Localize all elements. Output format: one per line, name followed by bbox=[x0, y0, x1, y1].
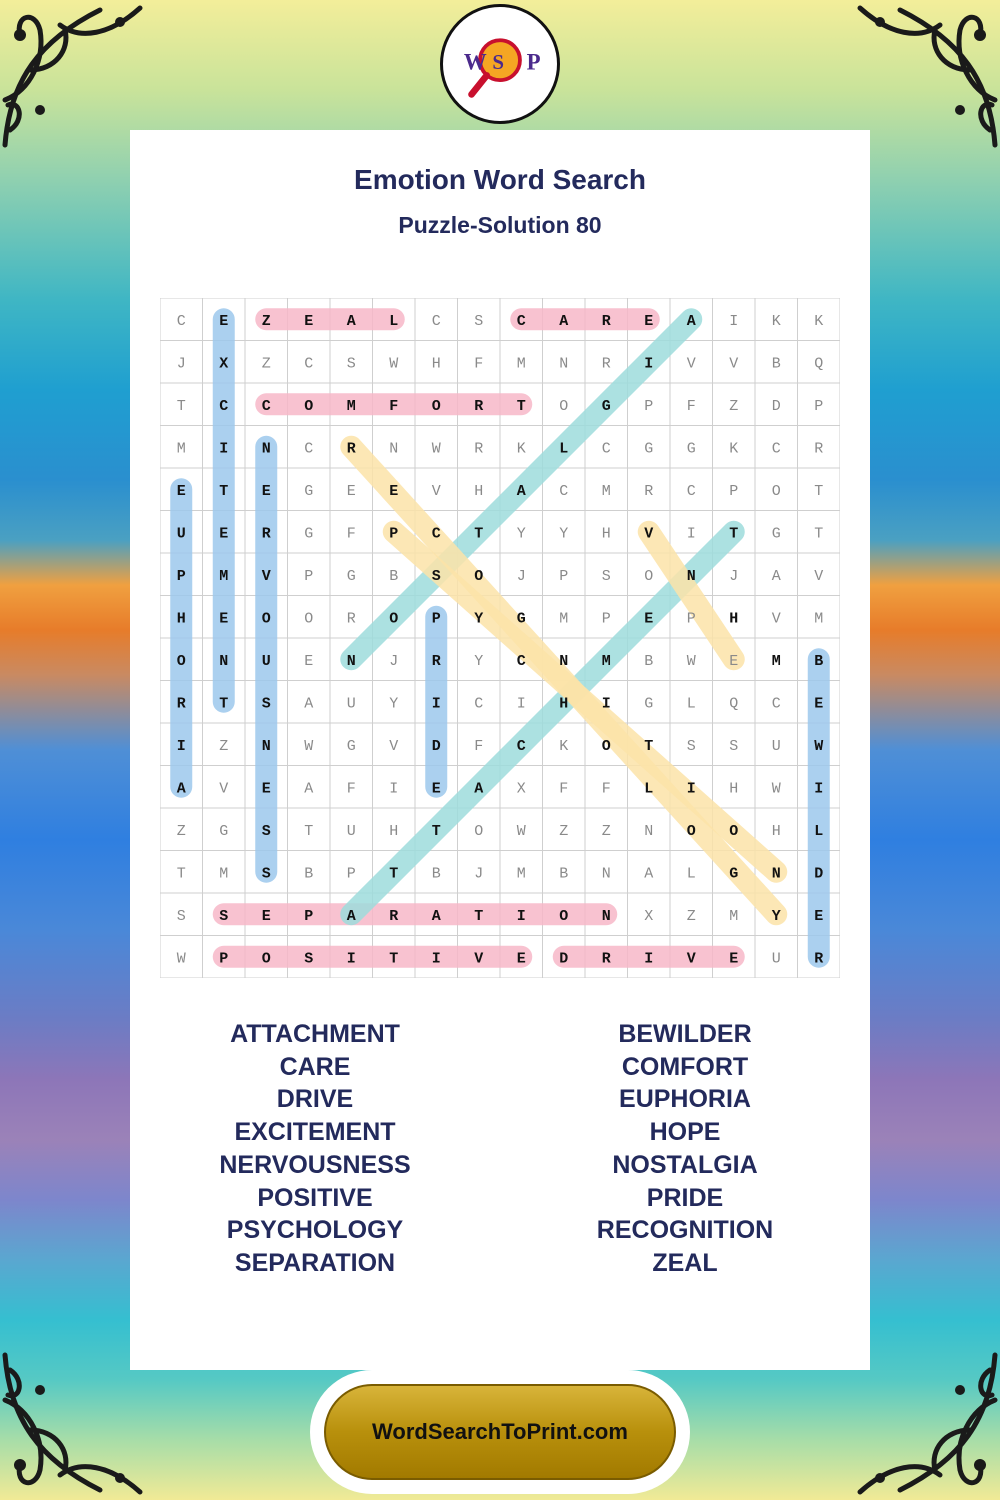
grid-cell: Y bbox=[516, 525, 526, 543]
grid-cell: I bbox=[431, 695, 441, 713]
grid-cell: O bbox=[601, 737, 611, 755]
grid-cell: C bbox=[219, 397, 229, 415]
page-subtitle: Puzzle-Solution 80 bbox=[398, 212, 602, 238]
grid-cell: N bbox=[771, 865, 781, 883]
grid-cell: I bbox=[516, 907, 526, 925]
grid-cell: T bbox=[644, 737, 654, 755]
word-list-item: SEPARATION bbox=[234, 1248, 396, 1277]
grid-cell: R bbox=[601, 312, 611, 330]
grid-cell: C bbox=[431, 312, 441, 330]
grid-cell: S bbox=[686, 737, 696, 755]
grid-cell: M bbox=[601, 652, 611, 670]
grid-cell: V bbox=[431, 482, 441, 500]
grid-cell: U bbox=[176, 525, 186, 543]
grid-cell: A bbox=[304, 780, 314, 798]
grid-cell: I bbox=[346, 950, 356, 968]
grid-cell: O bbox=[559, 907, 569, 925]
grid-cell: T bbox=[304, 822, 314, 840]
grid-cell: M bbox=[516, 865, 526, 883]
grid-cell: A bbox=[559, 312, 569, 330]
grid-cell: B bbox=[431, 865, 441, 883]
grid-cell: R bbox=[814, 440, 824, 458]
grid-cell: V bbox=[261, 567, 271, 585]
grid-cell: R bbox=[601, 950, 611, 968]
grid-cell: E bbox=[261, 482, 271, 500]
word-list-item: NOSTALGIA bbox=[612, 1150, 758, 1179]
grid-cell: S bbox=[261, 865, 271, 883]
grid-cell: H bbox=[729, 780, 739, 798]
corner-ornament-bottom-right bbox=[850, 1350, 1000, 1500]
grid-cell: T bbox=[389, 950, 399, 968]
word-list-item: COMFORT bbox=[621, 1052, 749, 1081]
grid-cell: G bbox=[516, 610, 526, 628]
grid-cell: E bbox=[814, 695, 824, 713]
grid-cell: B bbox=[389, 567, 399, 585]
word-list-item: HOPE bbox=[649, 1118, 721, 1147]
grid-cell: K bbox=[729, 440, 739, 458]
grid-cell: E bbox=[431, 780, 441, 798]
wsp-logo bbox=[440, 4, 560, 124]
grid-cell: M bbox=[729, 907, 739, 925]
grid-cell: O bbox=[474, 822, 484, 840]
grid-cell: B bbox=[304, 865, 314, 883]
grid-cell: K bbox=[771, 312, 781, 330]
page-title: Emotion Word Search bbox=[354, 164, 646, 195]
grid-cell: E bbox=[644, 312, 654, 330]
grid-cell: Z bbox=[261, 312, 271, 330]
grid-cell: M bbox=[559, 610, 569, 628]
grid-cell: M bbox=[814, 610, 824, 628]
grid-cell: G bbox=[644, 695, 654, 713]
grid-cell: S bbox=[601, 567, 611, 585]
grid-cell: V bbox=[814, 567, 824, 585]
corner-ornament-bottom-left bbox=[0, 1350, 150, 1500]
grid-cell: I bbox=[601, 695, 611, 713]
grid-cell: I bbox=[219, 440, 229, 458]
grid-cell: E bbox=[389, 482, 399, 500]
grid-cell: N bbox=[559, 355, 569, 373]
grid-cell: P bbox=[431, 610, 441, 628]
grid-cell: T bbox=[176, 865, 186, 883]
grid-cell: V bbox=[686, 355, 696, 373]
grid-cell: H bbox=[389, 822, 399, 840]
grid-cell: T bbox=[389, 865, 399, 883]
grid-cell: I bbox=[644, 950, 654, 968]
grid-cell: T bbox=[219, 695, 229, 713]
grid-cell: H bbox=[601, 525, 611, 543]
word-list-item: EXCITEMENT bbox=[234, 1118, 396, 1147]
grid-cell: E bbox=[729, 950, 739, 968]
grid-cell: E bbox=[304, 652, 314, 670]
grid-cell: S bbox=[261, 695, 271, 713]
grid-cell: P bbox=[304, 567, 314, 585]
grid-cell: B bbox=[814, 652, 824, 670]
grid-cell: O bbox=[389, 610, 399, 628]
grid-cell: O bbox=[261, 950, 271, 968]
grid-cell: R bbox=[346, 440, 356, 458]
corner-ornament-top-left bbox=[0, 0, 150, 150]
grid-cell: E bbox=[346, 482, 356, 500]
grid-cell: W bbox=[389, 355, 399, 373]
grid-cell: J bbox=[474, 865, 484, 883]
grid-cell: U bbox=[771, 950, 781, 968]
grid-cell: G bbox=[346, 737, 356, 755]
grid-cell: Z bbox=[559, 822, 569, 840]
grid-cell: L bbox=[644, 780, 654, 798]
grid-cell: C bbox=[771, 695, 781, 713]
grid-cell: M bbox=[219, 567, 229, 585]
grid-cell: T bbox=[176, 397, 186, 415]
grid-cell: O bbox=[474, 567, 484, 585]
grid-cell: A bbox=[771, 567, 781, 585]
grid-cell: B bbox=[559, 865, 569, 883]
grid-cell: F bbox=[686, 397, 696, 415]
logo-letter-p: P bbox=[526, 49, 541, 75]
grid-cell: R bbox=[601, 355, 611, 373]
word-list-right bbox=[500, 1018, 870, 1280]
grid-cell: O bbox=[729, 822, 739, 840]
grid-cell: G bbox=[304, 482, 314, 500]
grid-cell: E bbox=[814, 907, 824, 925]
puzzle-card bbox=[130, 130, 870, 1370]
grid-cell: A bbox=[176, 780, 186, 798]
grid-cell: P bbox=[814, 397, 824, 415]
grid-cell: P bbox=[729, 482, 739, 500]
grid-cell: J bbox=[389, 652, 399, 670]
grid-cell: Z bbox=[219, 737, 229, 755]
grid-cell: L bbox=[686, 695, 696, 713]
grid-cell: H bbox=[431, 355, 441, 373]
grid-cell: I bbox=[176, 737, 186, 755]
grid-cell: A bbox=[516, 482, 526, 500]
grid-cell: T bbox=[431, 822, 441, 840]
grid-cell: W bbox=[686, 652, 696, 670]
word-list-item: PRIDE bbox=[646, 1183, 724, 1212]
footer-pill bbox=[310, 1370, 690, 1494]
grid-cell: F bbox=[474, 737, 484, 755]
grid-cell: M bbox=[516, 355, 526, 373]
grid-cell: Z bbox=[601, 822, 611, 840]
grid-cell: T bbox=[814, 525, 824, 543]
word-search-grid bbox=[160, 298, 840, 978]
grid-cell: C bbox=[431, 525, 441, 543]
grid-cell: V bbox=[686, 950, 696, 968]
grid-cell: E bbox=[644, 610, 654, 628]
grid-cell: I bbox=[389, 780, 399, 798]
grid-cell: E bbox=[304, 312, 314, 330]
grid-cell: O bbox=[431, 397, 441, 415]
grid-cell: Z bbox=[176, 822, 186, 840]
grid-cell: U bbox=[261, 652, 271, 670]
grid-cell: Y bbox=[474, 652, 484, 670]
grid-cell: G bbox=[346, 567, 356, 585]
grid-cell: W bbox=[431, 440, 441, 458]
grid-cell: S bbox=[431, 567, 441, 585]
grid-cell: M bbox=[771, 652, 781, 670]
grid-cell: V bbox=[474, 950, 484, 968]
grid-cell: V bbox=[729, 355, 739, 373]
grid-cell: F bbox=[474, 355, 484, 373]
word-list-item: NERVOUSNESS bbox=[219, 1150, 411, 1179]
grid-cell: P bbox=[559, 567, 569, 585]
grid-cell: E bbox=[219, 610, 229, 628]
grid-cell: S bbox=[176, 907, 186, 925]
grid-cell: T bbox=[474, 907, 484, 925]
grid-cell: D bbox=[559, 950, 569, 968]
grid-cell: N bbox=[261, 440, 271, 458]
grid-cell: Q bbox=[729, 695, 739, 713]
grid-cell: I bbox=[431, 950, 441, 968]
grid-cell: O bbox=[559, 397, 569, 415]
grid-cell: Y bbox=[771, 907, 781, 925]
grid-cell: U bbox=[771, 737, 781, 755]
grid-cell: B bbox=[644, 652, 654, 670]
grid-cell: R bbox=[474, 440, 484, 458]
grid-cell: N bbox=[389, 440, 399, 458]
grid-cell: G bbox=[771, 525, 781, 543]
grid-cell: G bbox=[686, 440, 696, 458]
grid-cell: E bbox=[261, 780, 271, 798]
grid-cell: O bbox=[176, 652, 186, 670]
word-list-item: ATTACHMENT bbox=[230, 1020, 400, 1048]
grid-cell: Y bbox=[389, 695, 399, 713]
grid-cell: H bbox=[176, 610, 186, 628]
grid-cell: S bbox=[261, 822, 271, 840]
grid-cell: E bbox=[729, 652, 739, 670]
grid-cell: W bbox=[771, 780, 781, 798]
grid-cell: K bbox=[516, 440, 526, 458]
word-list-left bbox=[130, 1018, 500, 1280]
grid-cell: V bbox=[389, 737, 399, 755]
grid-cell: E bbox=[516, 950, 526, 968]
grid-cell: S bbox=[346, 355, 356, 373]
grid-cell: H bbox=[559, 695, 569, 713]
grid-cell: I bbox=[516, 695, 526, 713]
grid-cell: E bbox=[219, 525, 229, 543]
grid-cell: G bbox=[601, 397, 611, 415]
grid-cell: J bbox=[176, 355, 186, 373]
grid-cell: W bbox=[516, 822, 526, 840]
grid-cell: L bbox=[686, 865, 696, 883]
grid-cell: W bbox=[814, 737, 824, 755]
grid-cell: G bbox=[729, 865, 739, 883]
grid-cell: H bbox=[771, 822, 781, 840]
word-list-item: CARE bbox=[279, 1052, 351, 1081]
grid-cell: O bbox=[686, 822, 696, 840]
grid-cell: F bbox=[601, 780, 611, 798]
grid-cell: N bbox=[219, 652, 229, 670]
word-list-item: POSITIVE bbox=[257, 1183, 373, 1212]
grid-cell: T bbox=[814, 482, 824, 500]
grid-cell: C bbox=[176, 312, 186, 330]
grid-cell: O bbox=[771, 482, 781, 500]
grid-cell: Z bbox=[261, 355, 271, 373]
grid-cell: D bbox=[431, 737, 441, 755]
grid-cell: E bbox=[261, 907, 271, 925]
corner-ornament-top-right bbox=[850, 0, 1000, 150]
grid-cell: S bbox=[304, 950, 314, 968]
grid-cell: I bbox=[729, 312, 739, 330]
grid-cell: C bbox=[686, 482, 696, 500]
grid-cell: C bbox=[516, 652, 526, 670]
grid-cell: M bbox=[219, 865, 229, 883]
grid-cell: G bbox=[219, 822, 229, 840]
grid-cell: X bbox=[516, 780, 526, 798]
grid-cell: P bbox=[304, 907, 314, 925]
grid-cell: I bbox=[686, 525, 696, 543]
grid-cell: N bbox=[346, 652, 356, 670]
grid-cell: F bbox=[346, 780, 356, 798]
grid-cell: P bbox=[389, 525, 399, 543]
grid-cell: G bbox=[644, 440, 654, 458]
grid-cell: C bbox=[474, 695, 484, 713]
grid-cell: A bbox=[304, 695, 314, 713]
grid-cell: A bbox=[644, 865, 654, 883]
grid-cell: L bbox=[559, 440, 569, 458]
grid-cell: O bbox=[261, 610, 271, 628]
grid-cell: O bbox=[304, 610, 314, 628]
grid-cell: R bbox=[431, 652, 441, 670]
grid-cell: Z bbox=[729, 397, 739, 415]
grid-cell: S bbox=[729, 737, 739, 755]
grid-cell: X bbox=[644, 907, 654, 925]
grid-cell: A bbox=[474, 780, 484, 798]
grid-cell: R bbox=[261, 525, 271, 543]
grid-cell: C bbox=[304, 440, 314, 458]
grid-cell: A bbox=[431, 907, 441, 925]
grid-cell: I bbox=[814, 780, 824, 798]
grid-cell: P bbox=[686, 610, 696, 628]
grid-cell: N bbox=[601, 907, 611, 925]
grid-cell: E bbox=[176, 482, 186, 500]
word-list-item: DRIVE bbox=[276, 1085, 354, 1114]
grid-cell: K bbox=[559, 737, 569, 755]
grid-cell: V bbox=[644, 525, 654, 543]
grid-cell: C bbox=[304, 355, 314, 373]
grid-cell: Z bbox=[686, 907, 696, 925]
grid-cell: C bbox=[516, 312, 526, 330]
grid-cell: P bbox=[601, 610, 611, 628]
grid-cell: R bbox=[389, 907, 399, 925]
grid-cell: K bbox=[814, 312, 824, 330]
grid-cell: H bbox=[729, 610, 739, 628]
grid-cell: G bbox=[304, 525, 314, 543]
website-link[interactable]: WordSearchToPrint.com bbox=[324, 1384, 676, 1480]
grid-cell: S bbox=[219, 907, 229, 925]
grid-cell: O bbox=[304, 397, 314, 415]
grid-cell: D bbox=[771, 397, 781, 415]
grid-cell: F bbox=[346, 525, 356, 543]
grid-cell: T bbox=[219, 482, 229, 500]
grid-cell: D bbox=[814, 865, 824, 883]
logo-letter-w: W bbox=[463, 49, 487, 75]
grid-cell: T bbox=[729, 525, 739, 543]
grid-cell: R bbox=[644, 482, 654, 500]
grid-cell: B bbox=[771, 355, 781, 373]
grid-cell: J bbox=[516, 567, 526, 585]
word-list-item: EUPHORIA bbox=[619, 1085, 751, 1114]
logo-letter-s: S bbox=[492, 49, 505, 74]
grid-cell: C bbox=[559, 482, 569, 500]
grid-cell: Q bbox=[814, 355, 824, 373]
grid-cell: W bbox=[176, 950, 186, 968]
grid-cell: O bbox=[644, 567, 654, 585]
grid-cell: Y bbox=[474, 610, 484, 628]
grid-cell: R bbox=[346, 610, 356, 628]
word-list-item: PSYCHOLOGY bbox=[226, 1216, 404, 1245]
grid-cell: M bbox=[176, 440, 186, 458]
grid-cell: M bbox=[601, 482, 611, 500]
grid-cell: A bbox=[346, 312, 356, 330]
grid-cell: V bbox=[771, 610, 781, 628]
grid-cell: J bbox=[729, 567, 739, 585]
grid-cell: T bbox=[516, 397, 526, 415]
grid-cell: R bbox=[814, 950, 824, 968]
grid-cell: X bbox=[219, 355, 229, 373]
grid-cell: C bbox=[261, 397, 271, 415]
grid-cell: N bbox=[686, 567, 696, 585]
grid-cell: P bbox=[346, 865, 356, 883]
grid-cell: U bbox=[346, 695, 356, 713]
grid-cell: F bbox=[559, 780, 569, 798]
grid-cell: W bbox=[304, 737, 314, 755]
word-list-item: ZEAL bbox=[652, 1248, 718, 1277]
grid-cell: P bbox=[176, 567, 186, 585]
grid-cell: P bbox=[219, 950, 229, 968]
grid-cell: N bbox=[559, 652, 569, 670]
grid-cell: U bbox=[346, 822, 356, 840]
grid-cell: R bbox=[176, 695, 186, 713]
grid-cell: P bbox=[644, 397, 654, 415]
grid-cell: C bbox=[516, 737, 526, 755]
grid-cell: E bbox=[219, 312, 229, 330]
word-list-item: BEWILDER bbox=[618, 1020, 752, 1048]
grid-cell: M bbox=[346, 397, 356, 415]
grid-cell: N bbox=[261, 737, 271, 755]
grid-cell: R bbox=[474, 397, 484, 415]
grid-cell: L bbox=[389, 312, 399, 330]
grid-cell: V bbox=[219, 780, 229, 798]
grid-cell: F bbox=[389, 397, 399, 415]
grid-cell: I bbox=[686, 780, 696, 798]
grid-cell: A bbox=[686, 312, 696, 330]
grid-cell: T bbox=[474, 525, 484, 543]
grid-cell: S bbox=[474, 312, 484, 330]
grid-cell: H bbox=[474, 482, 484, 500]
grid-cell: I bbox=[644, 355, 654, 373]
grid-cell: C bbox=[771, 440, 781, 458]
grid-cell: Y bbox=[559, 525, 569, 543]
grid-cell: A bbox=[346, 907, 356, 925]
grid-cell: N bbox=[644, 822, 654, 840]
word-list-item: RECOGNITION bbox=[596, 1216, 774, 1245]
grid-cell: L bbox=[814, 822, 824, 840]
grid-cell: N bbox=[601, 865, 611, 883]
grid-cell: C bbox=[601, 440, 611, 458]
